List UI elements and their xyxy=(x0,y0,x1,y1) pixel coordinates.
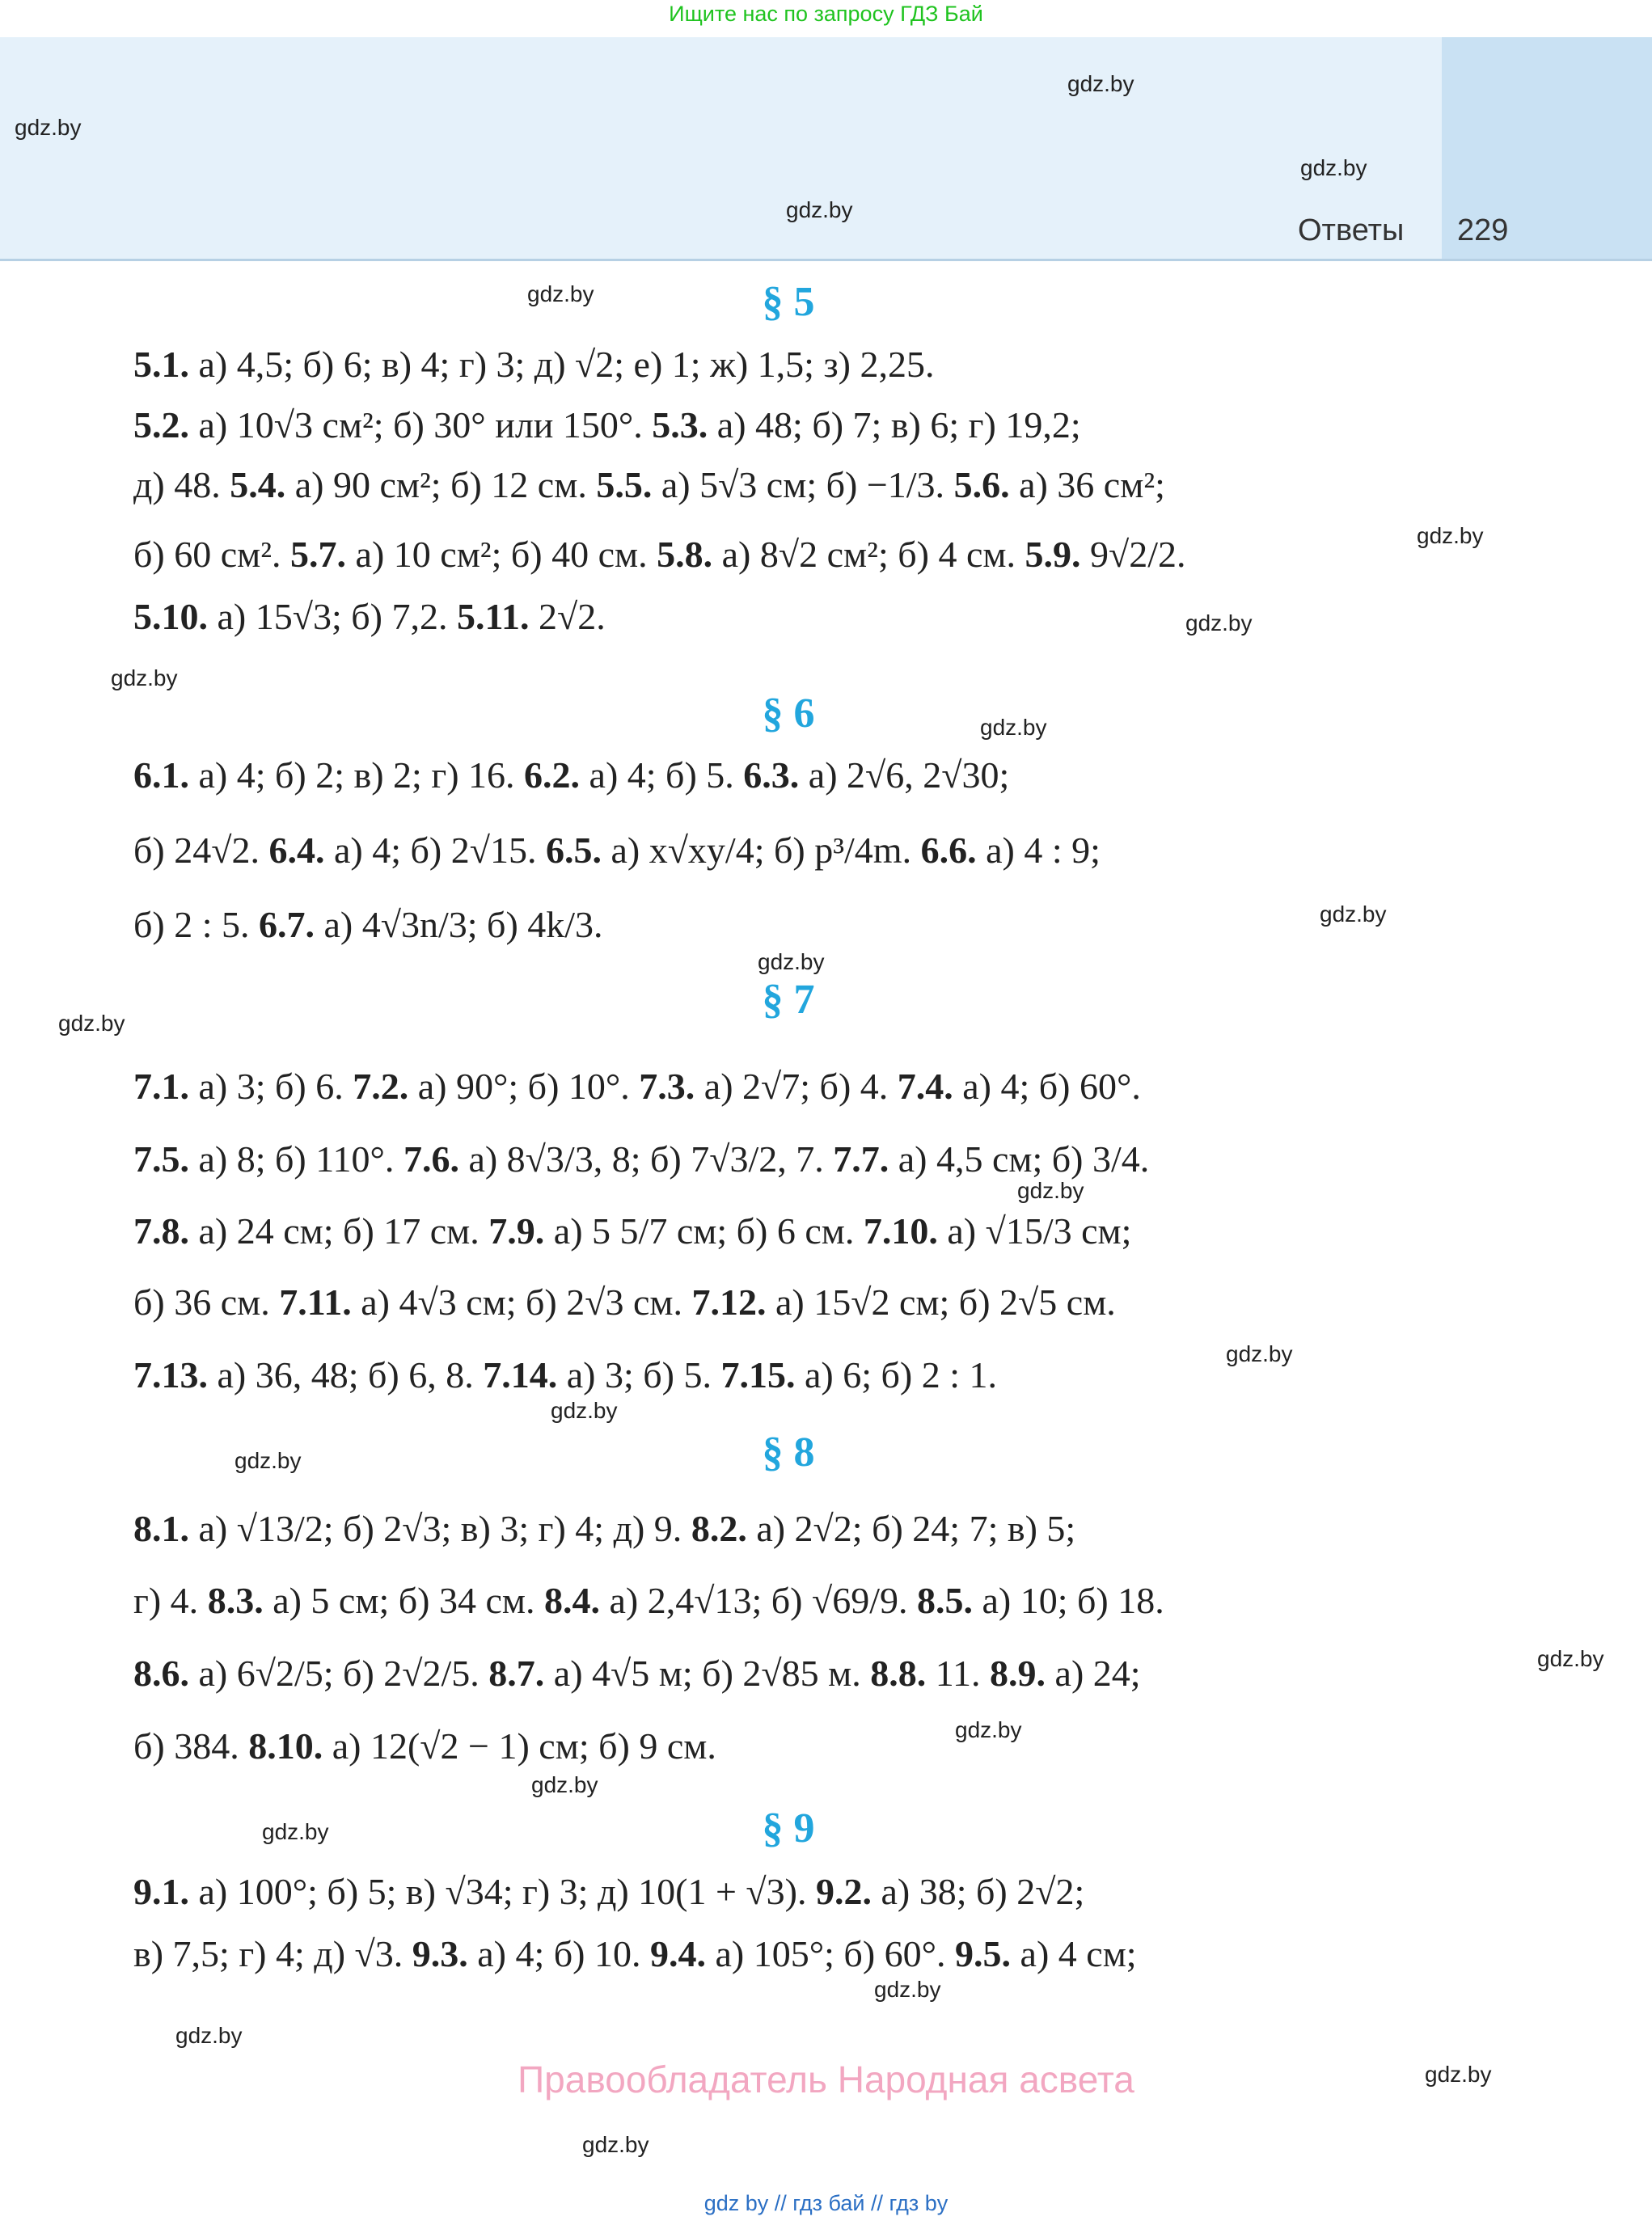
answer-line: 6.1. а) 4; б) 2; в) 2; г) 16. 6.2. а) 4; б) 5. 6.3. а) 2√6, 2√30; xyxy=(133,754,1010,796)
watermark: gdz.by xyxy=(955,1717,1022,1742)
watermark: gdz.by xyxy=(15,115,82,140)
watermark: gdz.by xyxy=(874,1977,941,2002)
answer-line: б) 36 см. 7.11. а) 4√3 см; б) 2√3 см. 7.12. а) 15√2 см; б) 2√5 см. xyxy=(133,1281,1116,1323)
watermark: gdz.by xyxy=(1537,1646,1604,1671)
answer-line: 5.10. а) 15√3; б) 7,2. 5.11. 2√2. xyxy=(133,596,606,637)
answer-line: б) 2 : 5. 6.7. а) 4√3n/3; б) 4k/3. xyxy=(133,904,603,945)
answer-line: 7.13. а) 36, 48; б) 6, 8. 7.14. а) 3; б) 5. 7.15. а) 6; б) 2 : 1. xyxy=(133,1354,998,1395)
answer-line: 5.2. а) 10√3 см²; б) 30° или 150°. 5.3. а) 48; б) 7; в) 6; г) 19,2; xyxy=(133,404,1081,445)
bottom-links: gdz by // гдз бай // гдз by xyxy=(703,2191,949,2215)
answer-line: д) 48. 5.4. а) 90 см²; б) 12 см. 5.5. а) 5√3 см; б) −1/3. 5.6. а) 36 см²; xyxy=(133,464,1165,505)
answer-line: 9.1. а) 100°; б) 5; в) √34; г) 3; д) 10(1 + √3). 9.2. а) 38; б) 2√2; xyxy=(133,1871,1085,1912)
watermark: gdz.by xyxy=(1300,155,1367,180)
page-number: 229 xyxy=(1457,213,1509,247)
watermark: gdz.by xyxy=(234,1448,302,1473)
section-name: Ответы xyxy=(1298,213,1405,247)
answer-line: г) 4. 8.3. а) 5 см; б) 34 см. 8.4. а) 2,4√13; б) √69/9. 8.5. а) 10; б) 18. xyxy=(133,1580,1164,1621)
watermark: gdz.by xyxy=(551,1398,618,1423)
watermark: gdz.by xyxy=(531,1772,598,1797)
watermark: gdz.by xyxy=(758,949,825,974)
watermark: gdz.by xyxy=(1017,1178,1084,1203)
watermark: gdz.by xyxy=(175,2023,243,2048)
section-title: § 7 xyxy=(762,977,815,1023)
answer-line: б) 384. 8.10. а) 12(√2 − 1) см; б) 9 см. xyxy=(133,1725,716,1767)
watermark: gdz.by xyxy=(1320,901,1387,927)
answer-line: 7.5. а) 8; б) 110°. 7.6. а) 8√3/3, 8; б) 7√3/2, 7. 7.7. а) 4,5 см; б) 3/4. xyxy=(133,1138,1150,1180)
answer-line: 5.1. а) 4,5; б) 6; в) 4; г) 3; д) √2; е) 1; ж) 1,5; з) 2,25. xyxy=(133,344,935,385)
watermark: gdz.by xyxy=(582,2132,649,2157)
answer-line: 8.1. а) √13/2; б) 2√3; в) 3; г) 4; д) 9. 8.2. а) 2√2; б) 24; 7; в) 5; xyxy=(133,1508,1076,1549)
section-title: § 5 xyxy=(762,279,815,325)
watermark: gdz.by xyxy=(1417,523,1484,548)
watermark: gdz.by xyxy=(786,197,853,222)
answer-line: 7.1. а) 3; б) 6. 7.2. а) 90°; б) 10°. 7.3. а) 2√7; б) 4. 7.4. а) 4; б) 60°. xyxy=(133,1066,1141,1107)
section-title: § 6 xyxy=(762,690,815,737)
watermark: gdz.by xyxy=(58,1011,125,1036)
top-banner: Ищите нас по запросу ГДЗ Бай xyxy=(669,2,983,26)
watermark: gdz.by xyxy=(1185,610,1253,635)
answer-line: в) 7,5; г) 4; д) √3. 9.3. а) 4; б) 10. 9.4. а) 105°; б) 60°. 9.5. а) 4 см; xyxy=(133,1933,1137,1974)
section-title: § 9 xyxy=(762,1805,815,1851)
watermark: gdz.by xyxy=(111,665,178,690)
watermark: gdz.by xyxy=(262,1819,329,1844)
copyright-footer: Правообладатель Народная асвета xyxy=(518,2058,1134,2100)
section-title: § 8 xyxy=(762,1429,815,1476)
watermark: gdz.by xyxy=(1067,71,1134,96)
watermark: gdz.by xyxy=(980,715,1047,740)
answer-line: б) 24√2. 6.4. а) 4; б) 2√15. 6.5. а) x√xy/4; б) p³/4m. 6.6. а) 4 : 9; xyxy=(133,830,1101,871)
watermark: gdz.by xyxy=(1425,2062,1492,2087)
answer-line: 8.6. а) 6√2/5; б) 2√2/5. 8.7. а) 4√5 м; б) 2√85 м. 8.8. 11. 8.9. а) 24; xyxy=(133,1653,1141,1694)
watermark: gdz.by xyxy=(1226,1341,1293,1366)
page-header xyxy=(0,37,1652,261)
answer-line: 7.8. а) 24 см; б) 17 см. 7.9. а) 5 5/7 см; б) 6 см. 7.10. а) √15/3 см; xyxy=(133,1210,1132,1252)
watermark: gdz.by xyxy=(527,281,594,306)
answer-line: б) 60 см². 5.7. а) 10 см²; б) 40 см. 5.8. а) 8√2 см²; б) 4 см. 5.9. 9√2/2. xyxy=(133,534,1186,575)
